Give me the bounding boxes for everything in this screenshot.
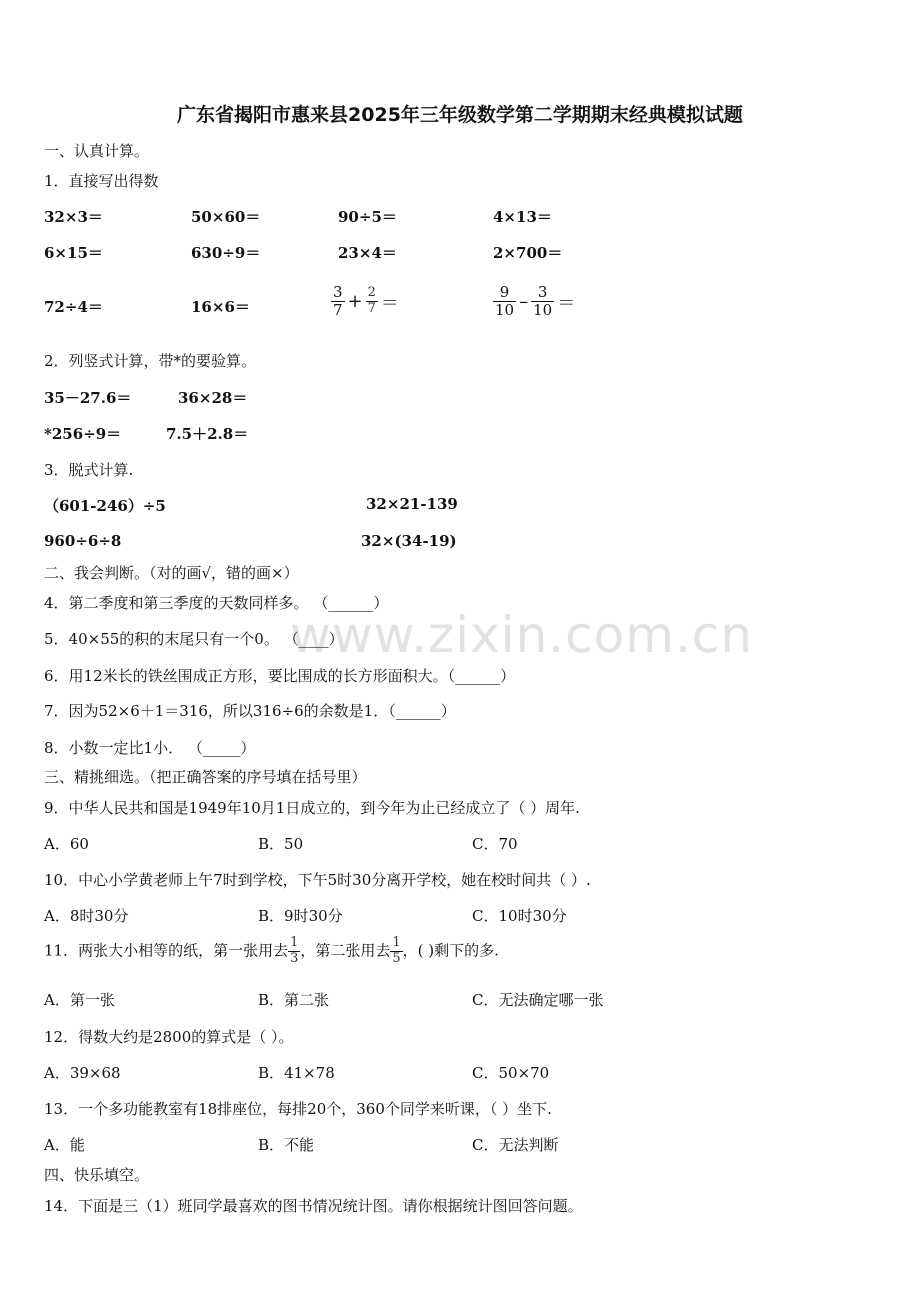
q11-stem: 11．两张大小相等的纸，第一张用去 $\frac{1}{3}$ ，第二张用去 $\frac{1}{5}$ ，( )剩下的多. xyxy=(44,935,499,966)
q10-option-a: A．8时30分 xyxy=(44,907,129,925)
q1-item: 16×6＝ xyxy=(191,298,250,316)
q9-option-c: C．70 xyxy=(472,835,518,853)
watermark: www.zixin.com.cn xyxy=(290,606,754,664)
q1-item: 4×13＝ xyxy=(493,208,552,226)
section-1-heading: 一、认真计算。 xyxy=(44,142,150,160)
fraction: $\frac{3}{7}$ xyxy=(333,283,343,320)
q12-option-c: C．50×70 xyxy=(472,1064,550,1082)
q1-item: 6×15＝ xyxy=(44,244,103,262)
q2-item: 36×28＝ xyxy=(178,389,248,407)
q1-label: 1．直接写出得数 xyxy=(44,172,159,190)
fraction: $\frac{2}{7}$ xyxy=(367,285,376,317)
q1-item: 23×4＝ xyxy=(338,244,397,262)
q12-stem: 12．得数大约是2800的算式是（ ）。 xyxy=(44,1028,294,1046)
section-4-heading: 四、快乐填空。 xyxy=(44,1166,150,1184)
judge-question: 7．因为52×6＋1＝316，所以316÷6的余数是1．（______） xyxy=(44,702,456,720)
q13-option-c: C．无法判断 xyxy=(472,1136,559,1154)
section-3-heading: 三、精挑细选。（把正确答案的序号填在括号里） xyxy=(44,768,367,786)
q1-item: 50×60＝ xyxy=(191,208,261,226)
q11-option-a: A．第一张 xyxy=(44,991,115,1009)
q10-option-b: B．9时30分 xyxy=(258,907,343,925)
q2-item: 35－27.6＝ xyxy=(44,389,132,407)
fraction: $\frac{9}{10}$ xyxy=(495,283,515,320)
q9-stem: 9．中华人民共和国是1949年10月1日成立的，到今年为止已经成立了（ ）周年. xyxy=(44,799,580,817)
q11-option-b: B．第二张 xyxy=(258,991,330,1009)
q1-fraction-expression: $\frac{3}{7}$ + $\frac{2}{7}$ ＝ xyxy=(333,283,399,320)
q12-option-b: B．41×78 xyxy=(258,1064,335,1082)
q13-stem: 13．一个多功能教室有18排座位，每排20个，360个同学来听课，（ ）坐下. xyxy=(44,1100,552,1118)
q9-option-b: B．50 xyxy=(258,835,304,853)
q14-stem: 14．下面是三（1）班同学最喜欢的图书情况统计图。请你根据统计图回答问题。 xyxy=(44,1197,583,1215)
q1-fraction-expression: $\frac{9}{10}$ – $\frac{3}{10}$ ＝ xyxy=(495,283,576,320)
q10-option-c: C．10时30分 xyxy=(472,907,567,925)
q9-option-a: A．60 xyxy=(44,835,89,853)
q3-item: 960÷6÷8 xyxy=(44,532,122,550)
q3-item: 32×21-139 xyxy=(366,495,458,513)
q1-item: 90÷5＝ xyxy=(338,208,397,226)
q2-item: 7.5＋2.8＝ xyxy=(166,425,249,443)
q1-item: 72÷4＝ xyxy=(44,298,103,316)
q1-item: 2×700＝ xyxy=(493,244,563,262)
judge-question: 5．40×55的积的末尾只有一个0。 （____） xyxy=(44,630,344,648)
fraction: $\frac{3}{10}$ xyxy=(533,283,553,320)
judge-question: 6．用12米长的铁丝围成正方形，要比围成的长方形面积大。（______） xyxy=(44,667,516,685)
judge-question: 8．小数一定比1小． （_____） xyxy=(44,739,256,757)
q3-item: 32×(34-19) xyxy=(361,532,457,550)
judge-question: 4．第二季度和第三季度的天数同样多。 （______） xyxy=(44,594,389,612)
fraction: $\frac{1}{3}$ xyxy=(290,935,299,966)
q3-label: 3．脱式计算. xyxy=(44,461,134,479)
q13-option-a: A．能 xyxy=(44,1136,85,1154)
q2-label: 2．列竖式计算，带*的要验算。 xyxy=(44,352,257,370)
q12-option-a: A．39×68 xyxy=(44,1064,121,1082)
q10-stem: 10．中心小学黄老师上午7时到学校，下午5时30分离开学校，她在校时间共（ ）. xyxy=(44,871,591,889)
q11-option-c: C．无法确定哪一张 xyxy=(472,991,604,1009)
page-title: 广东省揭阳市惠来县2025年三年级数学第二学期期末经典模拟试题 xyxy=(177,104,743,126)
fraction: $\frac{1}{5}$ xyxy=(392,935,401,966)
section-2-heading: 二、我会判断。（对的画√，错的画×） xyxy=(44,564,299,582)
q1-item: 32×3＝ xyxy=(44,208,103,226)
q3-item: （601-246）÷5 xyxy=(44,497,166,515)
q2-item: *256÷9＝ xyxy=(44,425,122,443)
q13-option-b: B．不能 xyxy=(258,1136,315,1154)
q1-item: 630÷9＝ xyxy=(191,244,261,262)
